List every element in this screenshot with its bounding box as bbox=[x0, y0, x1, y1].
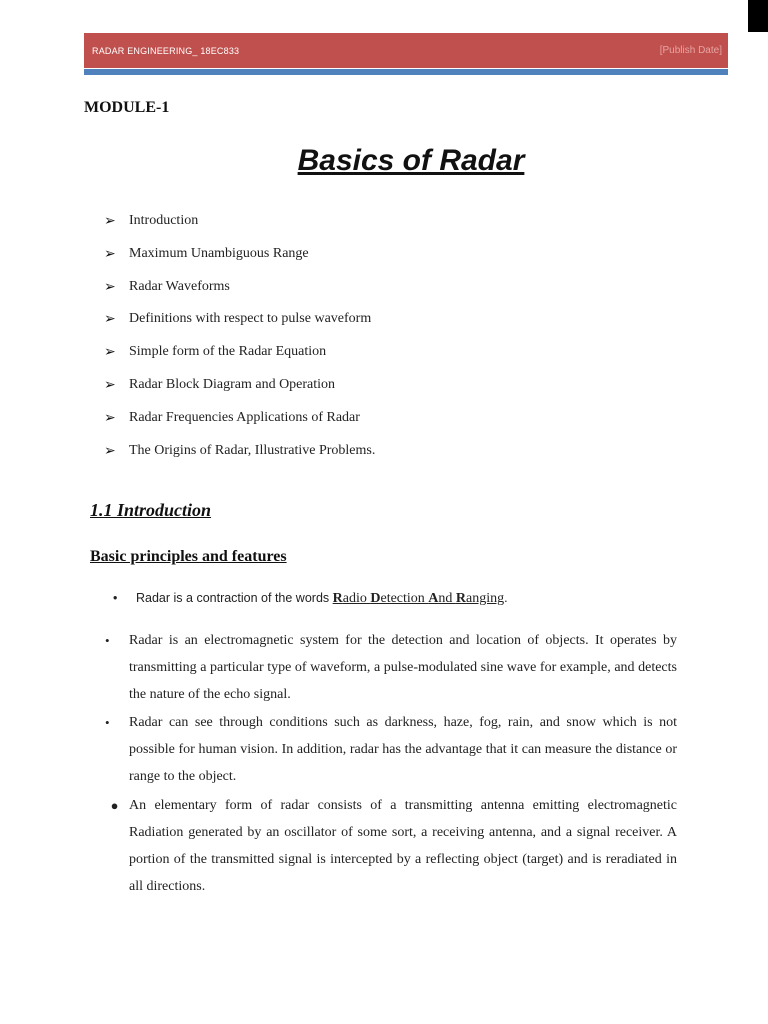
topic-item bbox=[104, 279, 375, 312]
bullet-paragraph bbox=[105, 627, 677, 708]
paragraph-text: Radar can see through conditions such as darkness, haze, fog, rain, and snow which is not possible for human vision. In addition, radar has the advantage that it can measure the distance or range to the object. bbox=[129, 715, 677, 784]
module-label: MODULE-1 bbox=[84, 99, 170, 116]
topic-item bbox=[104, 377, 375, 410]
topic-item bbox=[104, 344, 375, 377]
topic-item bbox=[104, 246, 375, 279]
topic-label: Radar Block Diagram and Operation bbox=[129, 376, 336, 392]
topic-label: Definitions with respect to pulse waveform bbox=[129, 311, 372, 327]
topic-item bbox=[104, 311, 375, 344]
arrow-bullet-icon: ➢ bbox=[104, 214, 116, 229]
arrow-bullet-icon: ➢ bbox=[104, 443, 116, 459]
topic-label: Radar Frequencies Applications of Radar bbox=[129, 409, 360, 425]
arrow-bullet-icon: ➢ bbox=[104, 377, 116, 393]
arrow-bullet-icon: ➢ bbox=[104, 312, 116, 328]
topic-label: Radar Waveforms bbox=[129, 278, 230, 294]
topic-label: Introduction bbox=[129, 213, 199, 228]
bullet-dot-icon: • bbox=[105, 715, 110, 730]
bullet-prefix: Radar is a contraction of the words bbox=[136, 591, 333, 605]
radar-acronym-term: Radio Detection And Ranging bbox=[332, 591, 505, 606]
topic-label: Maximum Unambiguous Range bbox=[129, 245, 309, 261]
topic-label: Simple form of the Radar Equation bbox=[129, 344, 327, 360]
bullet-item bbox=[113, 591, 508, 607]
document-title: Basics of Radar bbox=[297, 144, 525, 177]
paragraph-text: Radar is an electromagnetic system for the detection and location of objects. It operates by transmitting a particular type of waveform, a pulse-modulated sine wave for example, and detects the nature of the echo signal. bbox=[129, 633, 677, 702]
bullet-text bbox=[136, 591, 508, 607]
arrow-bullet-icon: ➢ bbox=[104, 345, 116, 361]
publish-date-placeholder: [Publish Date] bbox=[659, 45, 722, 56]
topic-list bbox=[104, 213, 375, 475]
bullet-paragraph bbox=[100, 792, 677, 900]
paragraph-text: An elementary form of radar consists of a transmitting antenna emitting electromagnetic Radiation generated by an oscillator of some sort, a receiving antenna, and a signal receiver. A portion of the transmitted signal is intercepted by a reflecting object (target) and is reradiated in all directions. bbox=[129, 798, 677, 894]
bullet-dot-icon: ● bbox=[110, 798, 119, 813]
bullet-suffix: . bbox=[504, 591, 508, 605]
page-header bbox=[84, 33, 728, 68]
header-rule bbox=[84, 69, 728, 75]
header-title: RADAR ENGINEERING_ 18EC833 bbox=[92, 45, 240, 56]
bullet-paragraph bbox=[105, 709, 677, 790]
bullet-dot-icon: • bbox=[105, 633, 110, 648]
topic-item bbox=[104, 443, 375, 476]
topic-label: The Origins of Radar, Illustrative Problems. bbox=[129, 442, 376, 458]
arrow-bullet-icon: ➢ bbox=[104, 246, 116, 262]
subsection-heading: Basic principles and features bbox=[90, 548, 287, 565]
topic-item bbox=[104, 410, 375, 443]
section-heading: 1.1 Introduction bbox=[90, 500, 212, 520]
page-corner-mark bbox=[748, 0, 768, 32]
bullet-dot-icon: • bbox=[113, 591, 118, 605]
topic-item bbox=[104, 213, 375, 246]
arrow-bullet-icon: ➢ bbox=[104, 279, 116, 295]
arrow-bullet-icon: ➢ bbox=[104, 410, 116, 426]
